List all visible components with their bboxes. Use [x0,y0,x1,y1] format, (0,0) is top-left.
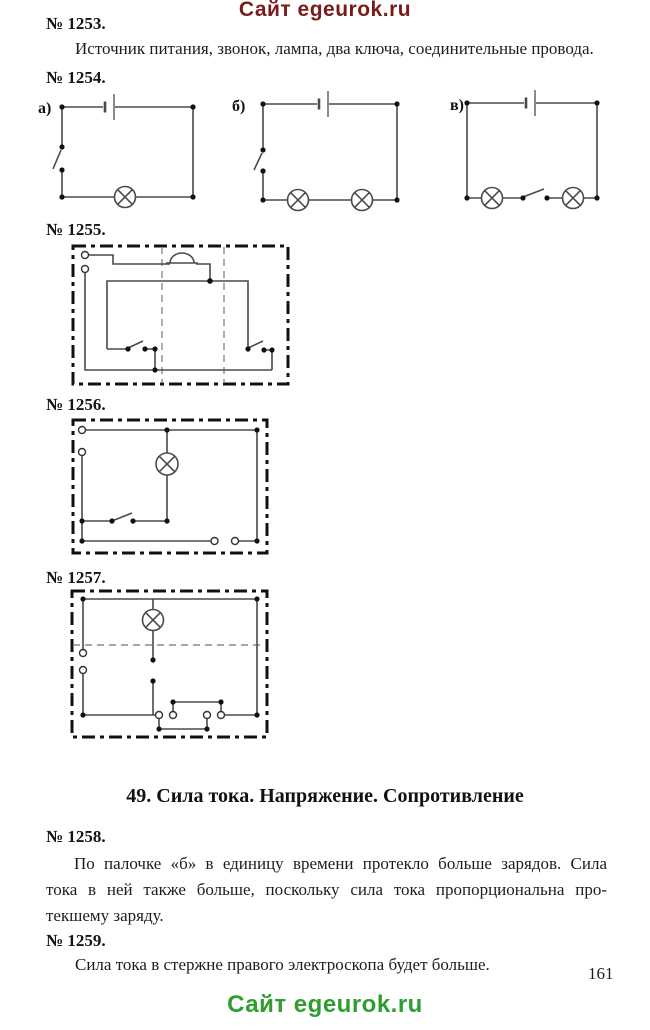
room-divider-dashed-lines [162,247,224,383]
answer-text-1253: Источник питания, звонок, лампа, два ключа, соединительные провода. [75,39,594,58]
circuit-b-wires [263,104,397,200]
answer-1258-line1: По палочке «б» в единицу времени протекло больше зарядов. Сила [74,854,607,873]
answer-1258-line2: тока в ней также больше, поскольку сила тока пропорциональна про- [46,880,607,899]
supply-terminals-1257 [80,650,87,674]
wire-terminal-to-bell [89,255,171,264]
circuit-diagrams-1254 [0,90,650,215]
switch-bracket-upper [173,702,221,712]
switch-blade [112,513,132,521]
junction-dots-1256 [79,427,259,543]
circuit-diagram-1257 [58,585,280,745]
socket-terminals-1256 [211,538,239,545]
lamp-icon-b1 [288,190,309,211]
answer-paragraph-1258 [46,851,607,929]
circuit-v-wires [467,103,597,198]
bell-icon [166,253,198,263]
inner-loop-wires [107,281,248,349]
section-heading: 49. Сила тока. Напряжение. Сопротивление [126,785,524,807]
site-watermark-top: Сайт egeurok.ru [238,0,412,21]
supply-terminals-1255 [82,252,89,273]
room-plan-border-1256 [73,420,267,553]
left-switch-blade [128,341,143,348]
problem-number-1255: № 1255. [46,220,106,239]
site-watermark-bottom: Сайт egeurok.ru [227,991,423,1018]
problem-number-1258: № 1258. [46,827,106,846]
problem-number-1254: № 1254. [46,68,106,87]
junction-dots-1257 [80,596,259,731]
answer-text-1259: Сила тока в стержне правого электроскопа будет больше. [75,955,490,974]
lamp-icon [143,610,164,631]
diagram-label-v: в) [450,97,464,114]
right-switch-wires [264,350,272,370]
problem-number-1259: № 1259. [46,931,106,950]
lamp-icon-b2 [352,190,373,211]
switch-blade-a [53,150,61,169]
problem-number-1253: № 1253. [46,14,106,33]
room-plan-border-1255 [73,246,288,384]
two-way-switch-contacts [156,712,225,719]
diagram-label-a: а) [38,100,52,117]
bottom-return-wire [85,273,272,370]
switch-blade-b [254,153,262,170]
problem-number-1257: № 1257. [46,568,106,587]
right-switch-blade [248,341,263,348]
junction-dots-1255 [125,278,274,372]
switch-bracket-lower [159,719,207,730]
left-switch-wires [107,349,155,370]
junction-dots-1254 [59,100,599,202]
page-number: 161 [588,964,614,983]
supply-terminals-1256 [79,427,86,456]
circuit-a-wires [62,107,193,197]
lamp-icon-v1 [482,188,503,209]
diagram-label-b: б) [232,98,246,115]
lamp-icon-v2 [563,188,584,209]
lamp-icon-a [115,187,136,208]
lamp-icon [156,453,178,475]
switch-blade-v [523,189,544,197]
circuit-diagram-1255 [60,240,300,392]
wire-bell-to-junction [196,264,210,281]
circuit-diagram-1256 [60,414,280,560]
problem-number-1256: № 1256. [46,395,106,414]
answer-1258-line3: текшему заряду. [46,906,164,925]
